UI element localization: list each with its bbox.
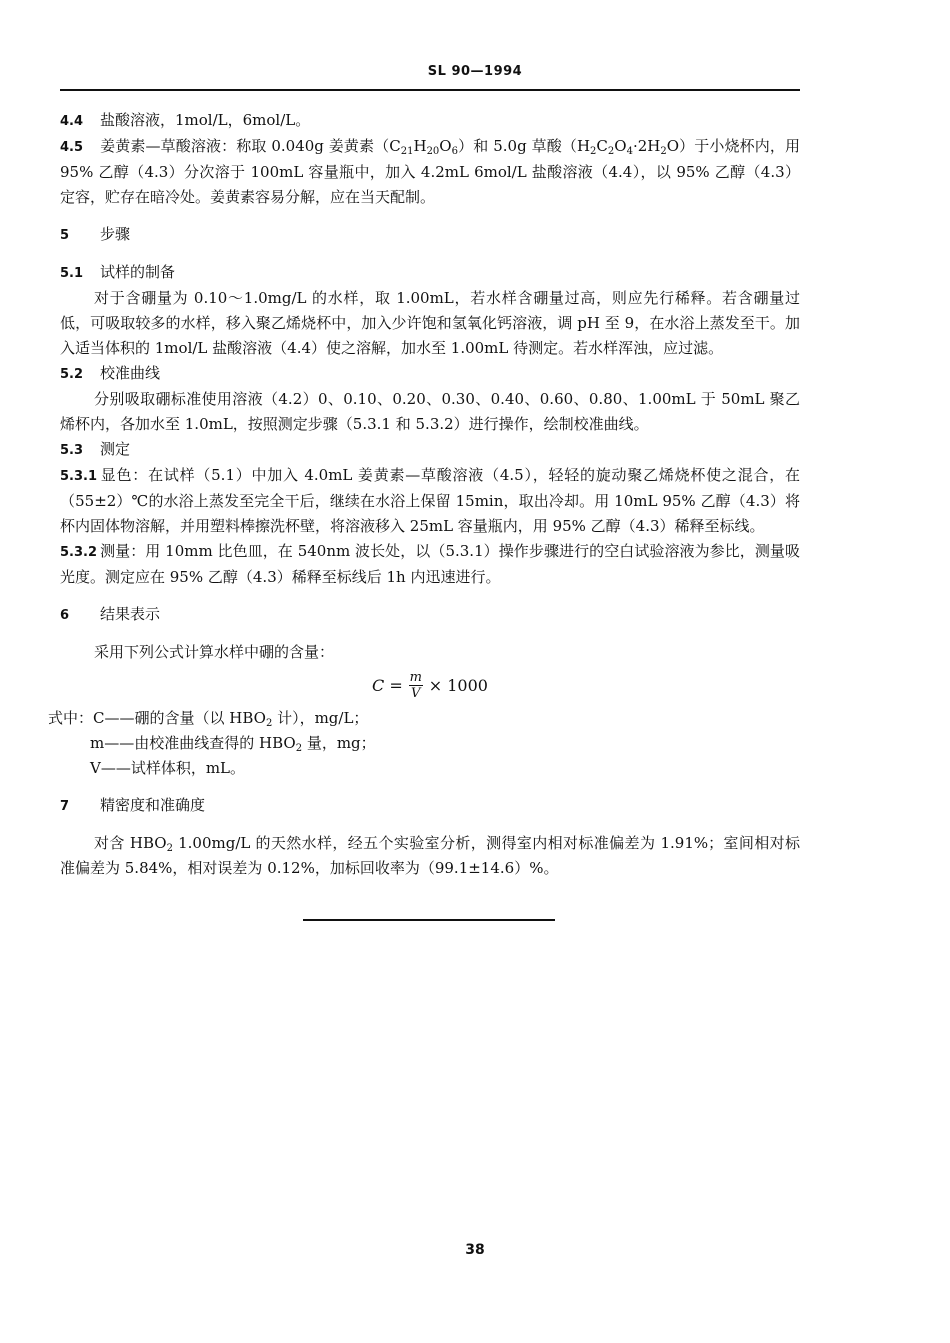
- clause-5-3-2: [60, 539, 800, 590]
- boron-formula: [60, 671, 800, 700]
- clause-number: 4.4: [60, 114, 84, 129]
- clause-text: C: [596, 137, 608, 155]
- clause-title: 测定: [100, 440, 131, 458]
- clause-title: 校准曲线: [100, 364, 161, 382]
- subscript: 6: [451, 146, 458, 157]
- formula-fraction: [409, 671, 423, 700]
- clause-4-4: [60, 108, 800, 134]
- clause-text: 测量：用 10mm 比色皿，在 540nm 波长处，以（5.3.1）操作步骤进行的空白试验溶液为参比，测量吸光度。测定应在 95% 乙醇（4.3）稀释至标线后 1h 内迅速进行。: [60, 542, 800, 586]
- clause-text: H: [413, 137, 427, 155]
- clause-text: 姜黄素—草酸溶液：称取 0.040g 姜黄素（C: [100, 137, 401, 155]
- clause-5-2-text: 分别吸取硼标准使用溶液（4.2）0、0.10、0.20、0.30、0.40、0.60、0.80、1.00mL 于 50mL 聚乙烯杯内，各加水至 1.0mL，按照测定步骤（5.3.1 和 5.3.2）进行操作，绘制校准曲线。: [60, 390, 800, 433]
- subscript: 21: [400, 146, 414, 157]
- section-7-text: [60, 831, 800, 881]
- subscript: 2: [166, 843, 173, 854]
- clause-5-2-heading: [60, 361, 800, 387]
- clause-text: O）于小烧杯内，用 95% 乙醇（4.3）分次溶于 100mL 容量瓶中，加入 4.2mL 6mol/L 盐酸溶液（4.4），以 95% 乙醇（4.3）定容，贮存在暗冷处。姜黄素容易分解，应在当天配制。: [60, 137, 800, 206]
- where-text: 式中：C——硼的含量（以 HBO: [48, 709, 266, 727]
- clause-title: 试样的制备: [100, 263, 176, 281]
- subscript: 20: [426, 146, 440, 157]
- clause-text: ）和 5.0g 草酸（H: [457, 137, 591, 155]
- clause-text: 盐酸溶液，1mol/L，6mol/L。: [100, 111, 311, 129]
- subscript: 2: [660, 146, 667, 157]
- section-6-heading: [60, 602, 800, 628]
- clause-text: O: [439, 137, 452, 155]
- subscript: 2: [295, 743, 303, 754]
- clause-number: 5.3.1: [60, 469, 98, 484]
- clause-number: 5.2: [60, 367, 84, 382]
- section-number: 6: [60, 608, 70, 623]
- formula-denominator: V: [411, 686, 421, 701]
- page-number: 38: [465, 1242, 485, 1258]
- subscript: 2: [607, 146, 615, 157]
- formula-rhs: × 1000: [428, 676, 488, 695]
- section-text: 1.00mg/L 的天然水样，经五个实验室分析，测得室内相对标准偏差为 1.91%；室间相对标准偏差为 5.84%，相对误差为 0.12%，加标回收率为（99.1±14.6）%。: [60, 834, 801, 877]
- section-number: 7: [60, 799, 70, 814]
- subscript: 2: [590, 146, 597, 157]
- clause-text: 显色：在试样（5.1）中加入 4.0mL 姜黄素—草酸溶液（4.5），轻轻的旋动聚乙烯烧杯使之混合，在（55±2）℃的水浴上蒸发至完全干后，继续在水浴上保留 15min，取出冷却。用 10mL 95% 乙醇（4.3）将杯内固体物溶解，并用塑料棒擦洗杯壁，将溶液移入 25mL 容量瓶内，用 95% 乙醇（4.3）稀释至标线。: [60, 466, 800, 535]
- section-number: 5: [60, 228, 70, 243]
- clause-5-1-heading: [60, 260, 800, 286]
- document-body: [48, 108, 801, 881]
- clause-5-3-1: [60, 463, 800, 539]
- clause-number: 5.3.2: [60, 545, 98, 560]
- subscript: 2: [265, 718, 273, 729]
- clause-5-1-text: 对于含硼量为 0.10～1.0mg/L 的水样，取 1.00mL，若水样含硼量过高，则应先行稀释。若含硼量过低，可吸取较多的水样，移入聚乙烯烧杯中，加入少许饱和氢氧化钙溶液，调 pH 至 9，在水浴上蒸发至干。加入适当体积的 1mol/L 盐酸溶液（4.4）使之溶解，加水至 1.00mL 待测定。若水样浑浊，应过滤。: [60, 289, 800, 357]
- header-rule: [60, 89, 800, 91]
- clause-text: O: [614, 137, 627, 155]
- section-text: 对含 HBO: [94, 834, 167, 852]
- document-header-code: SL 90—1994: [427, 64, 523, 79]
- where-c: [48, 706, 800, 731]
- section-5-heading: [60, 222, 800, 248]
- clause-text: ·2H: [632, 137, 661, 155]
- section-title: 结果表示: [100, 605, 161, 623]
- section-6-intro: 采用下列公式计算水样中硼的含量：: [94, 643, 335, 661]
- clause-5-3-heading: [60, 437, 800, 463]
- formula-numerator: m: [409, 670, 422, 685]
- where-text: 计），mg/L；: [272, 709, 369, 727]
- section-title: 精密度和准确度: [100, 796, 206, 814]
- formula-lhs: C =: [372, 676, 403, 695]
- section-title: 步骤: [100, 225, 131, 243]
- where-text: 量，mg；: [302, 734, 376, 752]
- where-text: m——由校准曲线查得的 HBO: [90, 734, 296, 752]
- clause-number: 5.1: [60, 266, 84, 281]
- subscript: 4: [626, 146, 633, 157]
- clause-number: 5.3: [60, 443, 84, 458]
- section-7-heading: [60, 793, 800, 819]
- where-v: V——试样体积，mL。: [90, 759, 246, 777]
- where-m: [60, 731, 800, 756]
- clause-number: 4.5: [60, 140, 84, 155]
- clause-4-5: [60, 134, 800, 210]
- end-rule: [303, 919, 555, 921]
